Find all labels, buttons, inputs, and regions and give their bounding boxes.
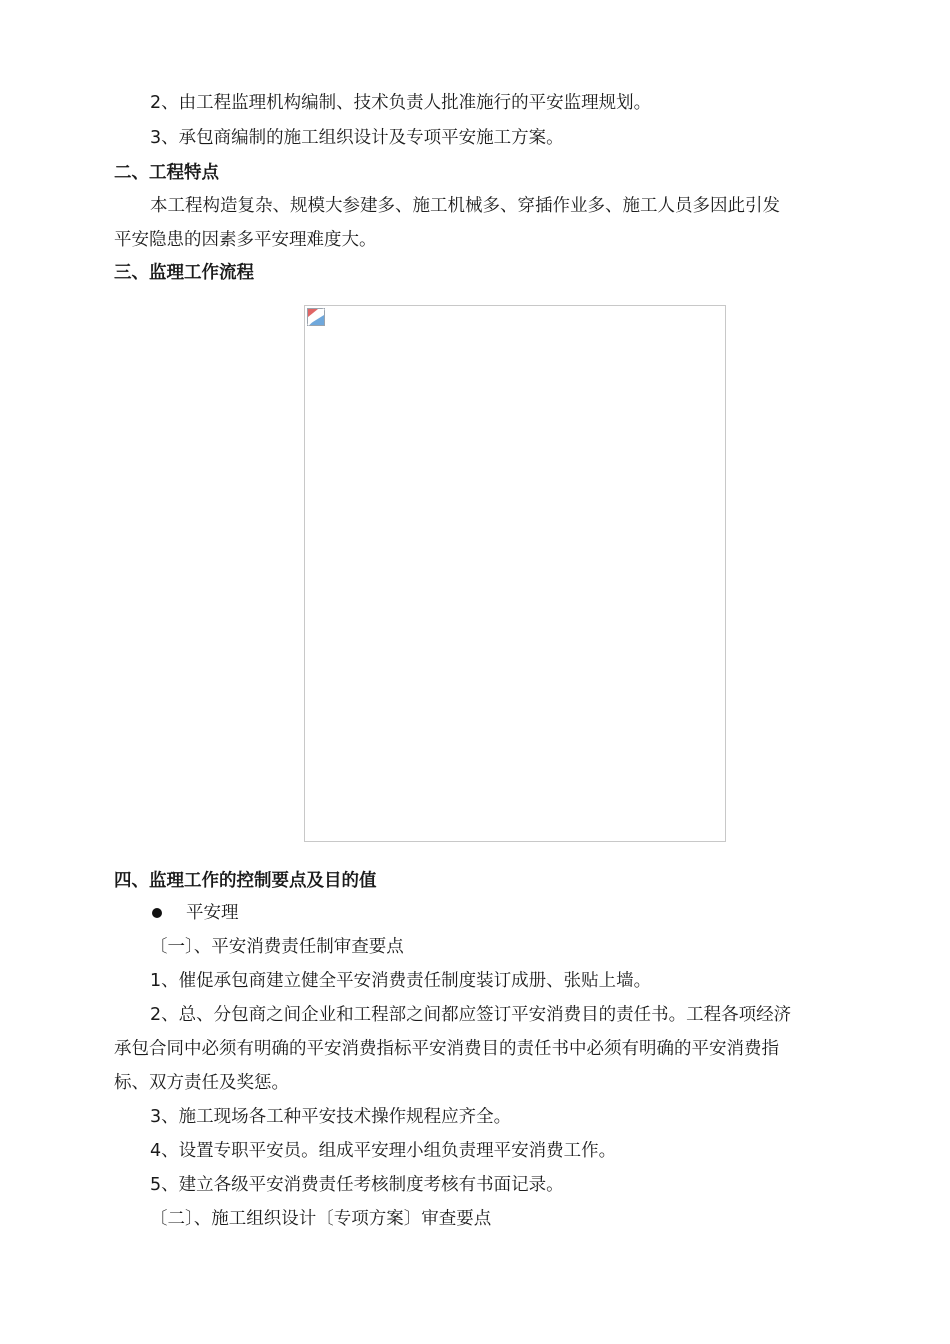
review-item-2-line-2: 承包合同中必须有明确的平安消费指标平安消费目的责任书中必须有明确的平安消费指 [114, 1039, 779, 1059]
section-heading-project-features: 二、工程特点 [114, 163, 219, 183]
subsection-heading-1: 〔一〕、平安消费责任制审查要点 [150, 937, 404, 957]
bullet-item-label: 平安理 [186, 903, 239, 923]
subsection-heading-2: 〔二〕、施工组织设计〔专项方案〕审查要点 [150, 1209, 492, 1229]
project-features-paragraph-line-2: 平安隐患的因素多平安理难度大。 [114, 230, 377, 250]
section-heading-control-points: 四、监理工作的控制要点及目的值 [114, 871, 377, 891]
review-item-1: 1、催促承包商建立健全平安消费责任制度装订成册、张贴上墙。 [150, 971, 652, 991]
basis-item-3: 3、承包商编制的施工组织设计及专项平安施工方案。 [150, 128, 564, 148]
review-item-2-line-1: 2、总、分包商之间企业和工程部之间都应签订平安消费目的责任书。工程各项经济 [150, 1005, 792, 1025]
broken-image-icon [307, 308, 325, 326]
review-item-3: 3、施工现场各工种平安技术操作规程应齐全。 [150, 1107, 512, 1127]
review-item-2-line-3: 标、双方责任及奖惩。 [114, 1073, 289, 1093]
project-features-paragraph-line-1: 本工程构造复杂、规模大参建多、施工机械多、穿插作业多、施工人员多因此引发 [150, 196, 780, 216]
workflow-image-placeholder [304, 305, 726, 842]
review-item-4: 4、设置专职平安员。组成平安理小组负责理平安消费工作。 [150, 1141, 617, 1161]
review-item-5: 5、建立各级平安消费责任考核制度考核有书面记录。 [150, 1175, 564, 1195]
basis-item-2: 2、由工程监理机构编制、技术负责人批准施行的平安监理规划。 [150, 93, 652, 113]
section-heading-workflow: 三、监理工作流程 [114, 263, 254, 283]
bullet-dot-icon [152, 908, 162, 918]
